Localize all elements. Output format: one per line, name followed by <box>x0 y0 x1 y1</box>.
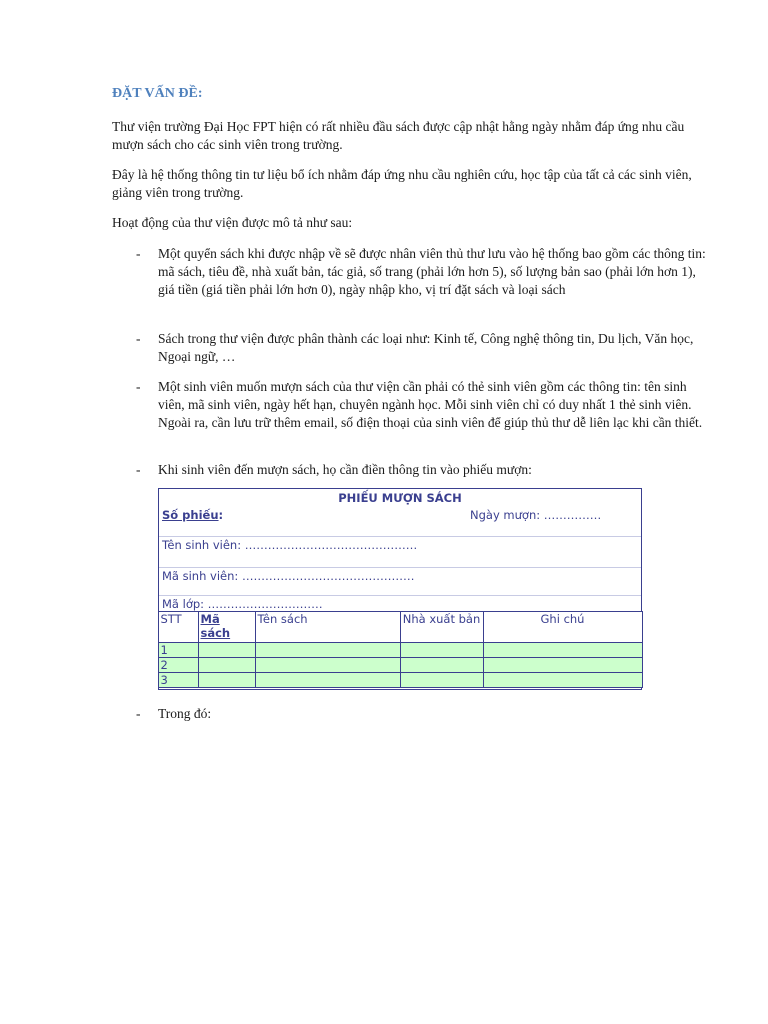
table-row <box>158 673 642 688</box>
table-cell <box>400 658 483 673</box>
form-divider <box>159 536 641 537</box>
table-cell <box>483 658 642 673</box>
intro-paragraph-1: Thư viện trường Đại Học FPT hiện có rất nhiều đầu sách được cập nhật hằng ngày nhằm đáp ứng nhu cầu mượn sách cho các sinh viên trong trường. <box>112 119 685 152</box>
bullet-marker: - <box>136 246 141 261</box>
table-cell <box>198 673 255 688</box>
table-cell <box>255 673 400 688</box>
column-header-nha-xuat-ban: Nhà xuất bản <box>400 612 483 643</box>
bullet-marker: - <box>136 331 141 346</box>
row-number: 2 <box>158 658 198 673</box>
table-cell <box>198 658 255 673</box>
so-phieu-field <box>162 508 223 522</box>
bullet-text: Khi sinh viên đến mượn sách, họ cần điền thông tin vào phiếu mượn: <box>158 462 532 477</box>
table-row <box>158 658 642 673</box>
row-number: 1 <box>158 643 198 658</box>
table-cell <box>400 643 483 658</box>
form-divider <box>159 567 641 568</box>
column-header-ten-sach: Tên sách <box>255 612 400 643</box>
table-header-row <box>158 612 642 643</box>
intro-paragraph-2: Đây là hệ thống thông tin tư liệu bổ ích nhằm đáp ứng nhu cầu nghiên cứu, học tập của tất cả các sinh viên, giảng viên trong trường. <box>112 167 692 200</box>
bullet-marker: - <box>136 379 141 394</box>
table-cell <box>483 643 642 658</box>
table-cell <box>198 643 255 658</box>
column-header-ghi-chu: Ghi chú <box>483 612 642 643</box>
table-cell <box>255 643 400 658</box>
bullet-marker: - <box>136 706 141 721</box>
intro-paragraph-3: Hoạt động của thư viện được mô tả như sau: <box>112 215 353 230</box>
section-heading: ĐẶT VẤN ĐỀ: <box>112 86 203 101</box>
table-cell <box>255 658 400 673</box>
column-header-stt: STT <box>158 612 198 643</box>
table-row <box>158 643 642 658</box>
ten-sinh-vien-field: Tên sinh viên: ……………………………………… <box>162 538 418 552</box>
row-number: 3 <box>158 673 198 688</box>
form-divider <box>159 595 641 596</box>
borrow-slip-form <box>158 488 642 690</box>
ma-sinh-vien-field: Mã sinh viên: ……………………………………… <box>162 569 415 583</box>
form-title: PHIẾU MƯỢN SÁCH <box>338 491 462 505</box>
bullet-text: Sách trong thư viện được phân thành các loại như: Kinh tế, Công nghệ thông tin, Du lịch, Văn học, Ngoại ngữ, … <box>158 331 694 364</box>
bullet-text: Một quyển sách khi được nhập về sẽ được nhân viên thủ thư lưu vào hệ thống bao gồm các thông tin: mã sách, tiêu đề, nhà xuất bản, tác giả, số trang (phải lớn hơn 5), số lượng bản sao (phải lớn hơn 1), giá tiền (giá tiền phải lớn hơn 0), ngày nhập kho, vị trí đặt sách và loại sách <box>158 246 706 297</box>
so-phieu-label: Số phiếu <box>162 508 219 522</box>
bullet-text: Trong đó: <box>158 706 212 721</box>
so-phieu-colon: : <box>218 508 224 522</box>
ngay-muon-field: Ngày mượn: …………… <box>470 508 602 522</box>
column-header-ma-sach: Mã sách <box>198 612 255 643</box>
bullet-marker: - <box>136 462 141 477</box>
table-cell <box>483 673 642 688</box>
table-cell <box>400 673 483 688</box>
ma-lop-field: Mã lớp: ………………………… <box>162 597 323 611</box>
book-items-table <box>158 611 643 688</box>
bullet-text: Một sinh viên muốn mượn sách của thư viện cần phải có thẻ sinh viên gồm các thông tin: tên sinh viên, mã sinh viên, ngày hết hạn, chuyên ngành học. Mỗi sinh viên chỉ có duy nhất 1 thẻ sinh viên. Ngoài ra, cần lưu trữ thêm email, số điện thoại của sinh viên để giúp thủ thư dễ liên lạc khi cần thiết. <box>158 379 703 430</box>
